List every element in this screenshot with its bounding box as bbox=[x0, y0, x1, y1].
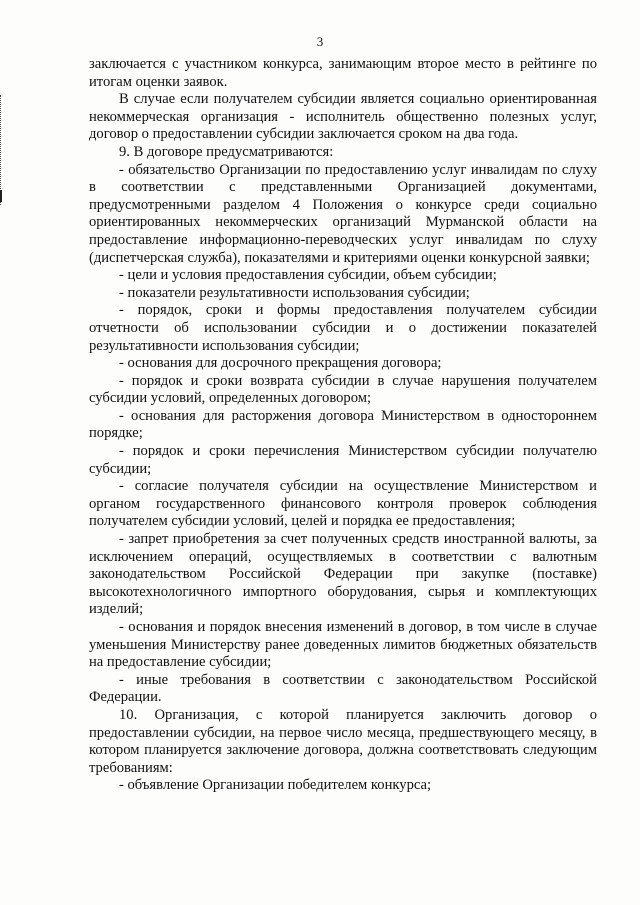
list-item: - обязательство Организации по предоставлению услуг инвалидам по слуху в соответствии с представленными Организацией документами, предусмотренными разделом 4 Положения о конкурсе среди социально ориентированных некоммерческих организаций Мурманской области на предоставление информационно-переводческих услуг инвалидам по слуху (диспетчерская служба), показателями и критериями оценки конкурсной заявки; bbox=[89, 161, 597, 266]
list-item: - цели и условия предоставления субсидии, объем субсидии; bbox=[119, 267, 497, 284]
section-heading: 10. Организация, с которой планируется заключить договор о предоставлении субсидии, на первое число месяца, предшествующего месяцу, в котором планируется заключение договора, должна соответствовать следующим требованиям: bbox=[89, 706, 597, 776]
list-item: - основания для досрочного прекращения договора; bbox=[119, 355, 442, 372]
list-item: - запрет приобретения за счет полученных средств иностранной валюты, за исключением операций, осуществляемых в соответствии с валютным законодательством Российской Федерации при закупке (поставке) высокотехнологичного импортного оборудования, сырья и комплектующих изделий; bbox=[89, 531, 597, 618]
list-item: - порядок, сроки и формы предоставления получателем субсидии отчетности об использовании субсидии и о достижении показателей результативности использования субсидии; bbox=[89, 302, 597, 354]
list-item: - основания и порядок внесения изменений в договор, в том числе в случае уменьшения Министерству ранее доведенных лимитов бюджетных обязательств на предоставление субсидии; bbox=[89, 619, 597, 671]
paragraph: В случае если получателем субсидии является социально ориентированная некоммерческая организация - исполнитель общественно полезных услуг, договор о предоставлении субсидии заключается сроком на два года. bbox=[89, 91, 597, 143]
list-item: - показатели результативности использования субсидии; bbox=[119, 284, 470, 301]
list-item: - основания для расторжения договора Министерством в одностороннем порядке; bbox=[89, 407, 597, 442]
list-item: - объявление Организации победителем конкурса; bbox=[119, 777, 432, 794]
binding-margin-mark bbox=[0, 95, 7, 205]
list-item: - иные требования в соответствии с законодательством Российской Федерации. bbox=[89, 671, 597, 706]
document-body bbox=[89, 56, 597, 795]
list-item: - порядок и сроки перечисления Министерством субсидии получателю субсидии; bbox=[89, 443, 597, 477]
list-item: - согласие получателя субсидии на осуществление Министерством и органом государственного финансового контроля проверок соблюдения получателем субсидии условий, целей и порядка ее предоставления; bbox=[89, 478, 597, 530]
page-number: 3 bbox=[316, 34, 324, 49]
section-heading: 9. В договоре предусматриваются: bbox=[119, 143, 334, 160]
list-item: - порядок и сроки возврата субсидии в случае нарушения получателем субсидии условий, определенных договором; bbox=[89, 372, 597, 407]
paragraph: заключается с участником конкурса, занимающим второе место в рейтинге по итогам оценки заявок. bbox=[89, 56, 597, 90]
